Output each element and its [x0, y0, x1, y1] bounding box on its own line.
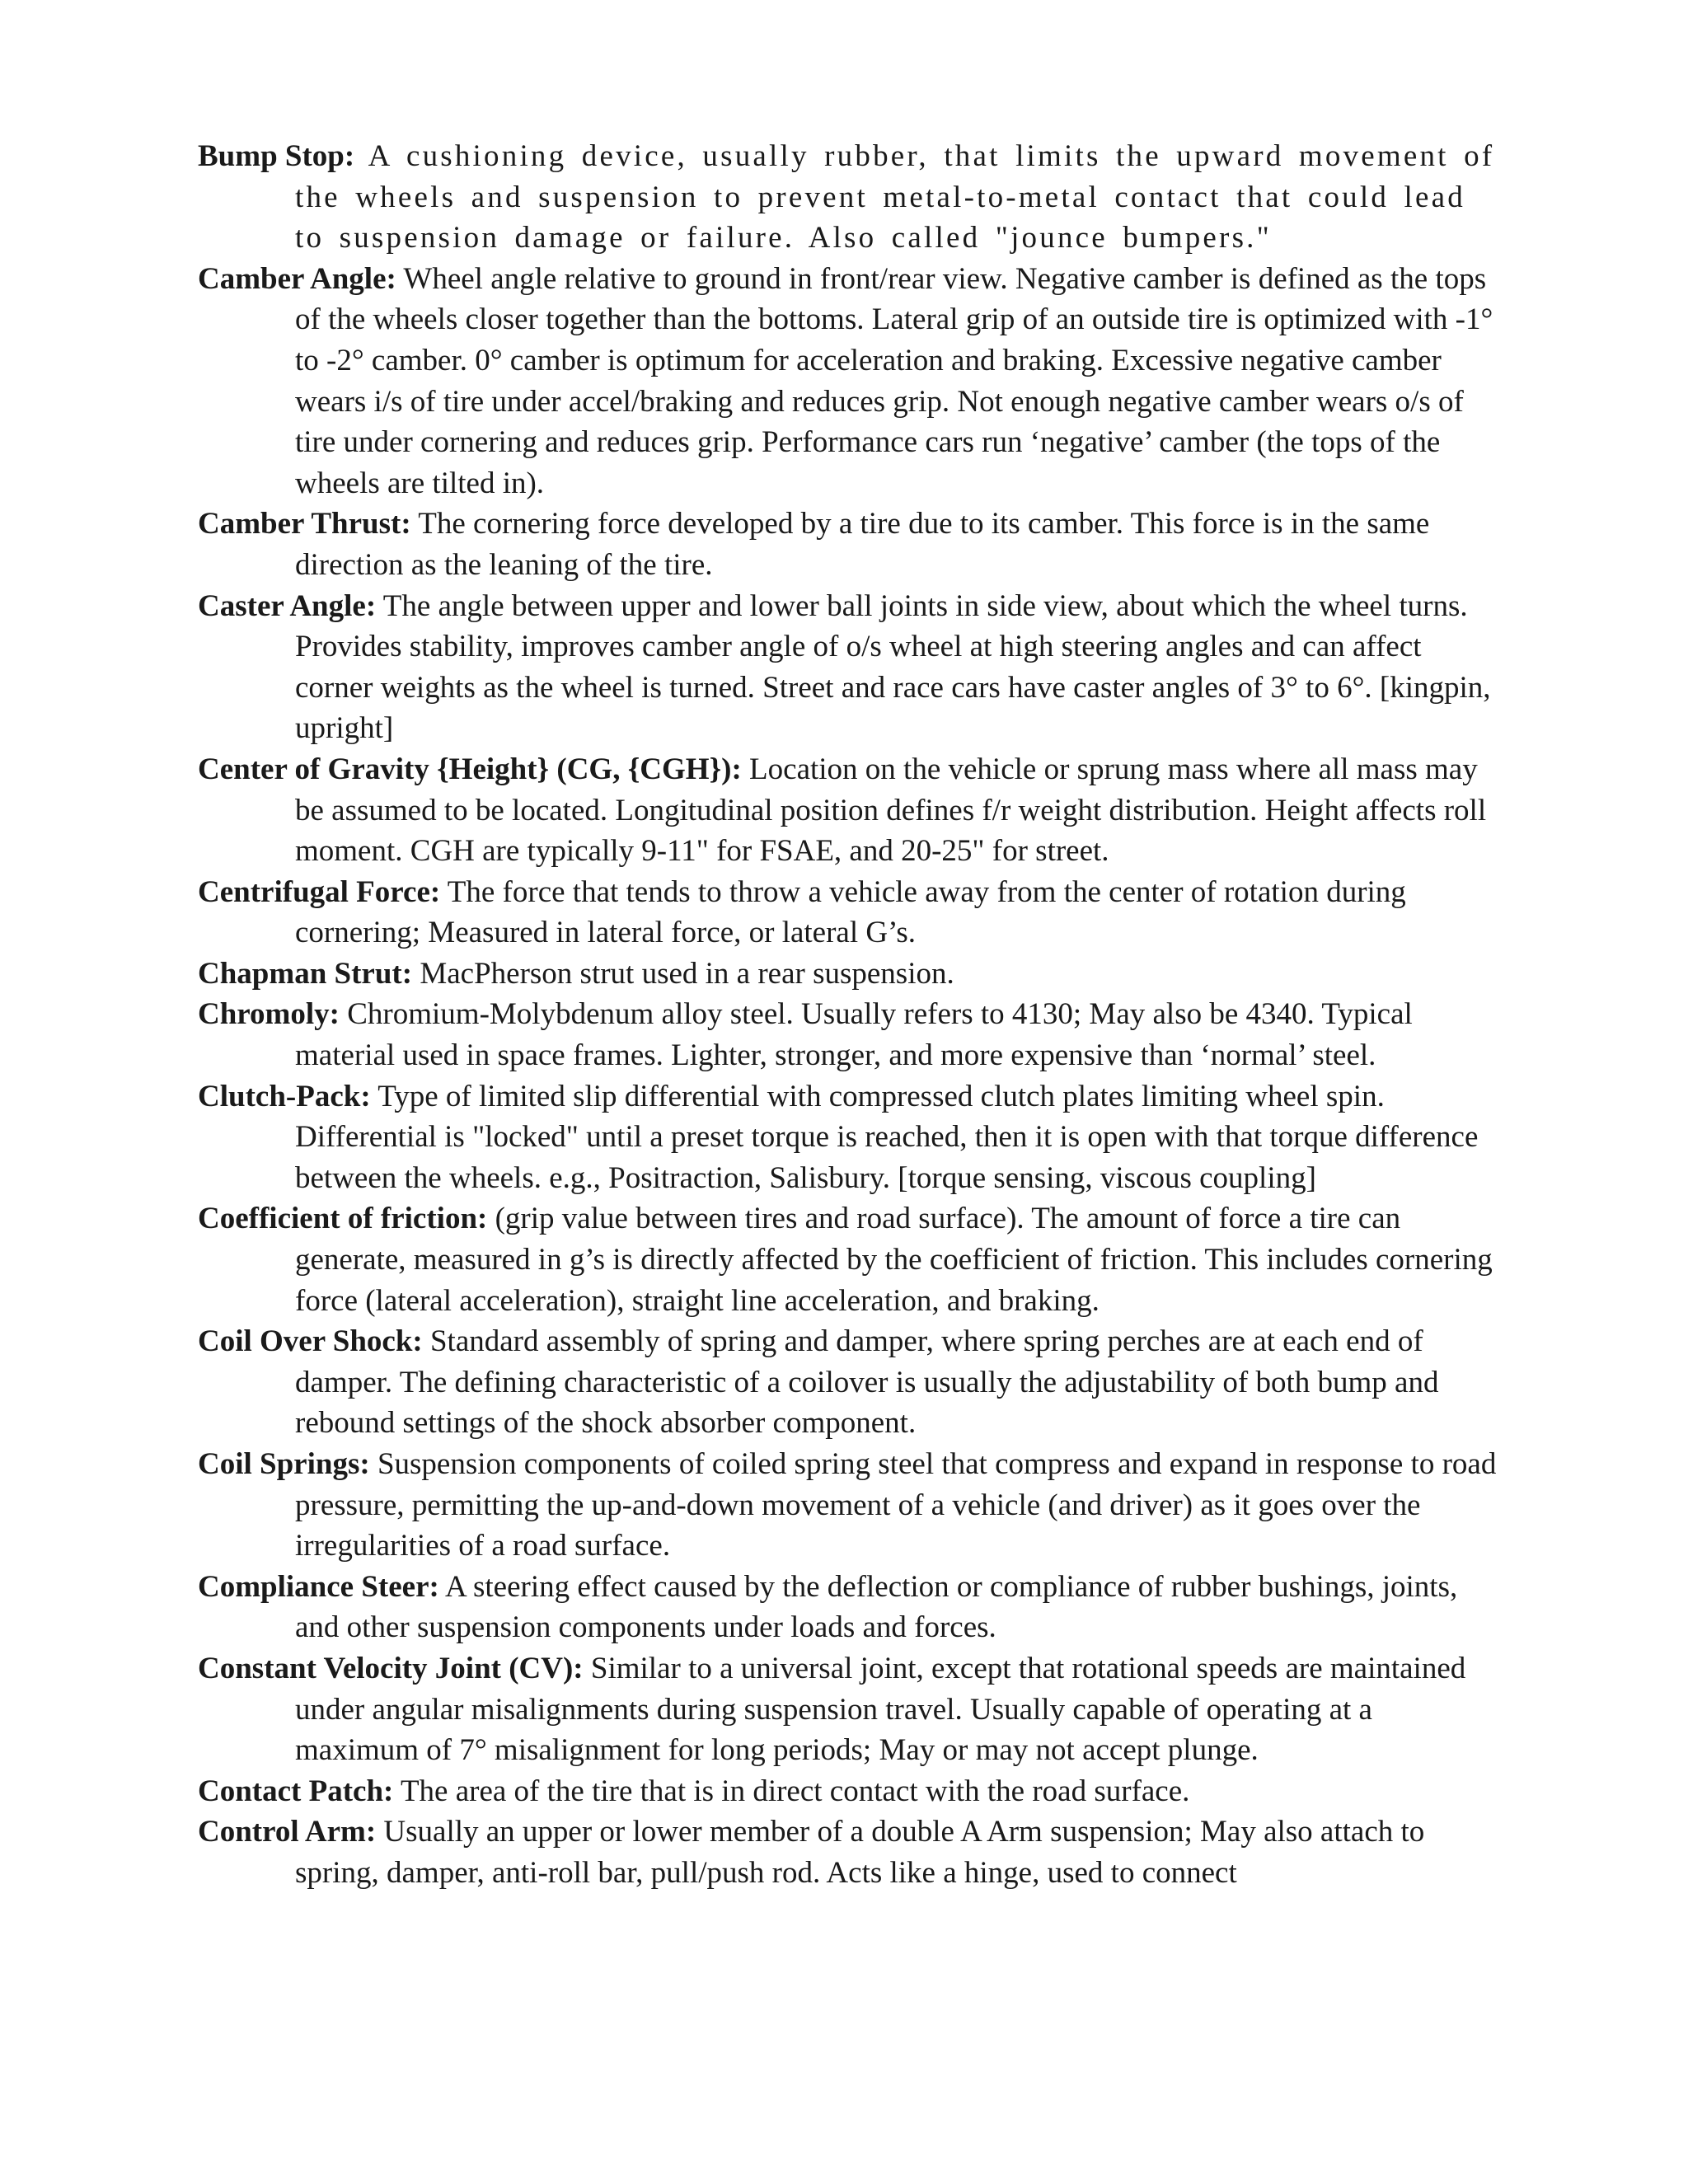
glossary-term: Contact Patch: [198, 1774, 394, 1808]
glossary-entry-compliance-steer [198, 1567, 1500, 1648]
glossary-term: Compliance Steer: [198, 1569, 439, 1604]
glossary-term: Chapman Strut: [198, 956, 413, 991]
glossary-entry-coil-springs [198, 1444, 1500, 1567]
glossary-definition: The area of the tire that is in direct contact with the road surface. [393, 1774, 1190, 1808]
glossary-term: Camber Thrust: [198, 507, 411, 541]
glossary-entry-chapman-strut [198, 954, 1500, 995]
glossary-term: Constant Velocity Joint (CV): [198, 1651, 584, 1685]
glossary-entry-camber-angle [198, 259, 1500, 504]
glossary-definition: Wheel angle relative to ground in front/rear view. Negative camber is defined as the tops of the wheels closer together than the bottoms. Lateral grip of an outside tire is optimized with -1° to -2° camber. 0° camber is optimum for acceleration and braking. Excessive negative camber wears i/s of tire under accel/braking and reduces grip. Not enough negative camber wears o/s of tire under cornering and reduces grip. Performance cars run ‘negative’ camber (the tops of the wheels are tilted in). [295, 261, 1493, 500]
glossary-term: Center of Gravity {Height} (CG, {CGH}): [198, 752, 742, 786]
glossary-entry-contact-patch [198, 1771, 1500, 1812]
glossary-definition: Type of limited slip differential with compressed clutch plates limiting wheel spin. Differential is "locked" until a preset torque is reached, then it is open with that torque difference between the wheels. e.g., Positraction, Salisbury. [torque sensing, viscous coupling] [295, 1079, 1479, 1195]
glossary-definition: The angle between upper and lower ball joints in side view, about which the wheel turns. Provides stability, improves camber angle of o/s wheel at high steering angles and can affect corner weights as the wheel is turned. Street and race cars have caster angles of 3° to 6°. [kingpin, upright] [295, 588, 1491, 746]
glossary-term: Control Arm: [198, 1815, 377, 1849]
glossary-term: Coil Springs: [198, 1447, 370, 1481]
glossary-term: Chromoly: [198, 997, 340, 1032]
glossary-term: Centrifugal Force: [198, 874, 441, 909]
glossary-term: Camber Angle: [198, 261, 396, 296]
glossary-term: Coefficient of friction: [198, 1202, 488, 1236]
glossary-definition: Similar to a universal joint, except that rotational speeds are maintained under angular misalignments during suspension travel. Usually capable of operating at a maximum of 7° misalignment for long periods; May or may not accept plunge. [295, 1651, 1466, 1768]
glossary-entry-camber-thrust [198, 504, 1500, 585]
glossary-entry-caster-angle [198, 586, 1500, 749]
glossary-entry-centrifugal-force [198, 872, 1500, 954]
glossary-entry-clutch-pack [198, 1076, 1500, 1199]
glossary-definition: A steering effect caused by the deflection or compliance of rubber bushings, joints, and other suspension components under loads and forces. [295, 1569, 1458, 1645]
glossary-definition: The cornering force developed by a tire due to its camber. This force is in the same direction as the leaning of the tire. [295, 507, 1430, 582]
glossary-entry-coefficient-of-friction [198, 1198, 1500, 1321]
glossary-definition: Usually an upper or lower member of a double A Arm suspension; May also attach to spring, damper, anti-roll bar, pull/push rod. Acts like a hinge, used to connect [295, 1815, 1425, 1890]
glossary-entry-control-arm [198, 1811, 1500, 1893]
glossary-definition: A cushioning device, usually rubber, that limits the upward movement of the wheels and suspension to prevent metal-to-metal contact that could lead to suspension damage or failure. Also called "jounce bumpers." [295, 139, 1495, 255]
glossary-term: Bump Stop: [198, 139, 355, 173]
glossary-entry-center-of-gravity [198, 749, 1500, 872]
glossary-definition: The force that tends to throw a vehicle away from the center of rotation during cornering; Measured in lateral force, or lateral G’s. [295, 874, 1406, 950]
glossary-term: Coil Over Shock: [198, 1324, 423, 1359]
glossary-definition: Standard assembly of spring and damper, where spring perches are at each end of damper. The defining characteristic of a coilover is usually the adjustability of both bump and rebound settings of the shock absorber component. [295, 1324, 1439, 1441]
glossary-definition: Suspension components of coiled spring steel that compress and expand in response to road pressure, permitting the up-and-down movement of a vehicle (and driver) as it goes over the irregularities of a road surface. [295, 1447, 1497, 1563]
glossary-page [198, 136, 1500, 1894]
glossary-term: Clutch-Pack: [198, 1079, 371, 1113]
glossary-definition: MacPherson strut used in a rear suspension. [412, 956, 954, 991]
glossary-definition: Chromium-Molybdenum alloy steel. Usually refers to 4130; May also be 4340. Typical material used in space frames. Lighter, stronger, and more expensive than ‘normal’ steel. [295, 997, 1413, 1073]
glossary-entry-chromoly [198, 994, 1500, 1076]
glossary-entry-coil-over-shock [198, 1321, 1500, 1444]
glossary-definition: (grip value between tires and road surface). The amount of force a tire can generate, measured in g’s is directly affected by the coefficient of friction. This includes cornering force (lateral acceleration), straight line acceleration, and braking. [295, 1202, 1493, 1318]
glossary-entry-bump-stop [198, 136, 1500, 259]
glossary-definition: Location on the vehicle or sprung mass where all mass may be assumed to be located. Longitudinal position defines f/r weight distribution. Height affects roll moment. CGH are typically 9-11" for FSAE, and 20-25" for street. [295, 752, 1487, 869]
glossary-term: Caster Angle: [198, 588, 377, 623]
glossary-entry-constant-velocity-joint [198, 1648, 1500, 1771]
